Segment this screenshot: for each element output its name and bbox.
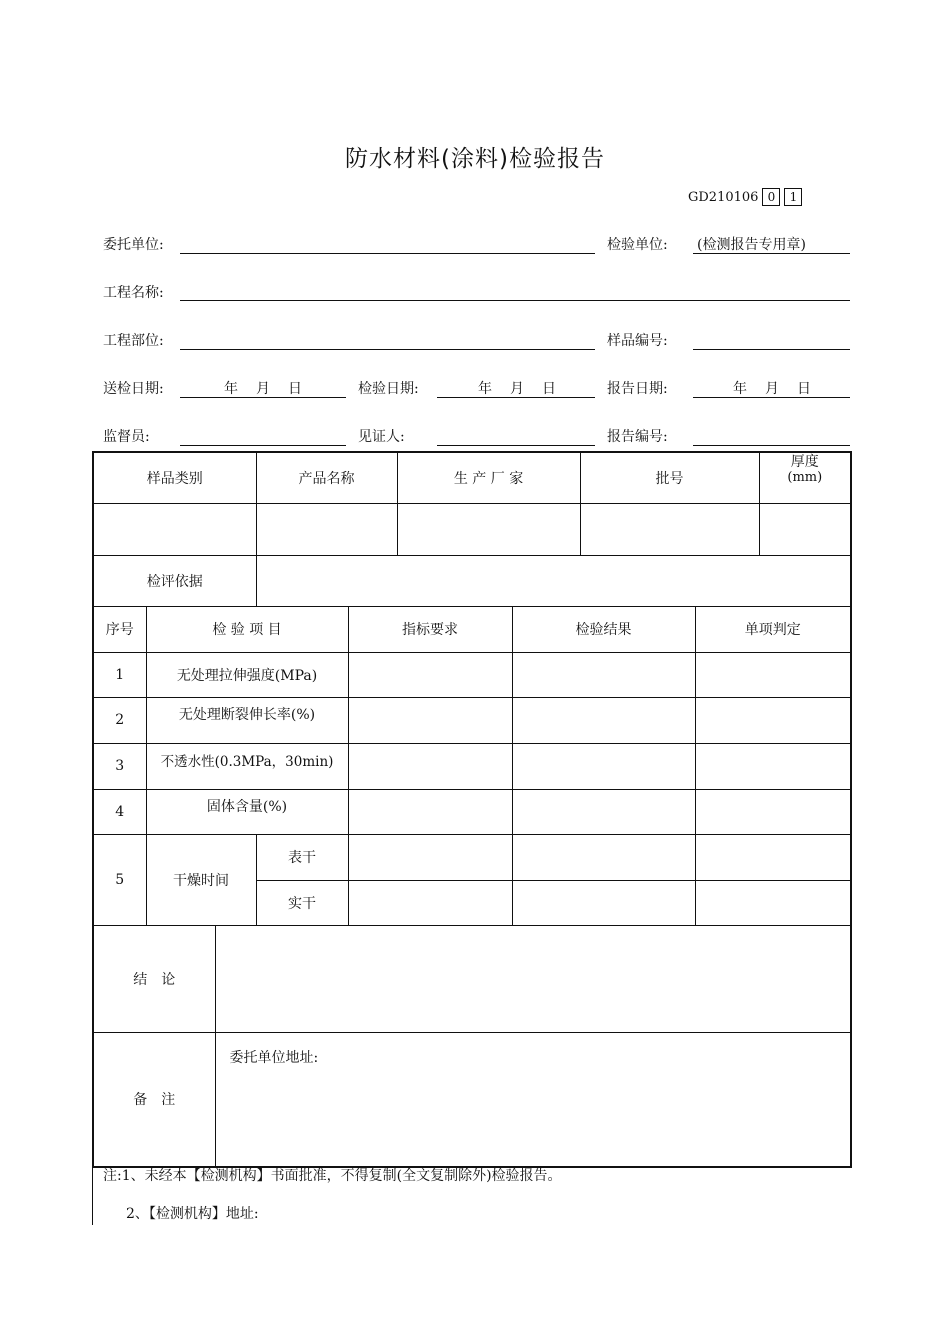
item-header: 检 验 项 目 [146,606,348,652]
sample-no-label: 样品编号: [607,333,668,349]
table-row [93,652,851,697]
send-date-label: 送检日期: [103,381,164,397]
row-requirement-cell[interactable] [348,697,512,743]
manufacturer-header: 生 产 厂 家 [397,452,580,503]
remarks-label: 备 注 [93,1032,215,1167]
row-seq: 1 [93,652,146,697]
conclusion-label: 结 论 [93,925,215,1032]
row-judgement-cell[interactable] [695,789,851,834]
batch-cell[interactable] [580,503,759,555]
row-item: 无处理断裂伸长率(%) [146,697,348,743]
table-row [93,789,851,834]
batch-header: 批号 [580,452,759,503]
project-name-label: 工程名称: [103,285,164,301]
row-judgement-cell[interactable] [695,834,851,880]
remarks-cell[interactable] [215,1032,851,1167]
supervisor-label: 监督员: [103,429,150,445]
table-row [93,834,851,880]
conclusion-row [93,925,851,1032]
report-table [92,451,852,1168]
result-header: 检验结果 [512,606,695,652]
document-code [688,188,802,206]
row-judgement-cell[interactable] [695,743,851,789]
product-name-header: 产品名称 [256,452,397,503]
basis-row [93,555,851,606]
row-result-cell[interactable] [512,652,695,697]
basis-label: 检评依据 [93,555,256,606]
row-judgement-cell[interactable] [695,652,851,697]
witness-field[interactable] [437,445,595,446]
table-row [93,743,851,789]
test-date-label: 检验日期: [358,381,419,397]
left-margin-rule [92,1168,93,1225]
row-result-cell[interactable] [512,743,695,789]
note-line-1: 注:1、未经本【检测机构】书面批准，不得复制(全文复制除外)检验报告。 [103,1168,562,1184]
seq-header: 序号 [93,606,146,652]
test-unit-label: 检验单位: [607,237,668,253]
product-name-cell[interactable] [256,503,397,555]
row-result-cell[interactable] [512,789,695,834]
note-line-2: 2、【检测机构】地址: [126,1206,259,1222]
project-part-field[interactable] [180,349,595,350]
sample-no-field[interactable] [693,349,850,350]
report-no-label: 报告编号: [607,429,668,445]
conclusion-cell[interactable] [215,925,851,1032]
test-date-year: 年 [478,381,492,397]
table-row [93,697,851,743]
test-date-month: 月 [510,381,524,397]
send-date-day: 日 [288,381,302,397]
send-date-year: 年 [224,381,238,397]
project-name-field[interactable] [180,300,850,301]
row-subitem: 实干 [256,880,348,925]
row-item: 干燥时间 [146,834,256,925]
witness-label: 见证人: [358,429,405,445]
document-code-prefix: GD210106 [688,189,759,205]
row-result-cell[interactable] [512,880,695,925]
row-requirement-cell[interactable] [348,652,512,697]
test-date-day: 日 [542,381,556,397]
report-date-month: 月 [765,381,779,397]
row-requirement-cell[interactable] [348,743,512,789]
row-subitem: 表干 [256,834,348,880]
sample-value-row [93,503,851,555]
row-seq: 4 [93,789,146,834]
row-requirement-cell[interactable] [348,789,512,834]
row-seq: 3 [93,743,146,789]
row-result-cell[interactable] [512,697,695,743]
sample-category-cell[interactable] [93,503,256,555]
judgement-header: 单项判定 [695,606,851,652]
test-unit-value: (检测报告专用章) [697,237,806,253]
remarks-content: 委托单位地址: [229,1049,319,1066]
document-code-box-2: 1 [784,188,802,206]
thickness-header-line1: 厚度 [790,454,819,470]
results-header-row [93,606,851,652]
row-result-cell[interactable] [512,834,695,880]
row-requirement-cell[interactable] [348,880,512,925]
row-requirement-cell[interactable] [348,834,512,880]
client-unit-label: 委托单位: [103,237,164,253]
report-no-field[interactable] [693,445,850,446]
test-unit-field[interactable] [693,253,850,254]
client-unit-field[interactable] [180,253,595,254]
send-date-month: 月 [256,381,270,397]
row-item: 无处理拉伸强度(MPa) [146,652,348,697]
sample-category-header: 样品类别 [93,452,256,503]
basis-cell[interactable] [256,555,851,606]
report-date-year: 年 [733,381,747,397]
sample-header-row [93,452,851,503]
project-part-label: 工程部位: [103,333,164,349]
document-code-box-1: 0 [762,188,780,206]
page-title: 防水材料(涂料)检验报告 [345,146,605,172]
row-seq: 2 [93,697,146,743]
row-seq: 5 [93,834,146,925]
report-date-day: 日 [797,381,811,397]
thickness-header [759,452,851,503]
row-judgement-cell[interactable] [695,880,851,925]
remarks-row [93,1032,851,1167]
supervisor-field[interactable] [180,445,346,446]
manufacturer-cell[interactable] [397,503,580,555]
row-item: 固体含量(%) [146,789,348,834]
thickness-cell[interactable] [759,503,851,555]
row-judgement-cell[interactable] [695,697,851,743]
requirement-header: 指标要求 [348,606,512,652]
report-date-label: 报告日期: [607,381,668,397]
row-item: 不透水性(0.3MPa，30min) [146,743,348,789]
thickness-header-line2: (mm) [787,470,823,485]
